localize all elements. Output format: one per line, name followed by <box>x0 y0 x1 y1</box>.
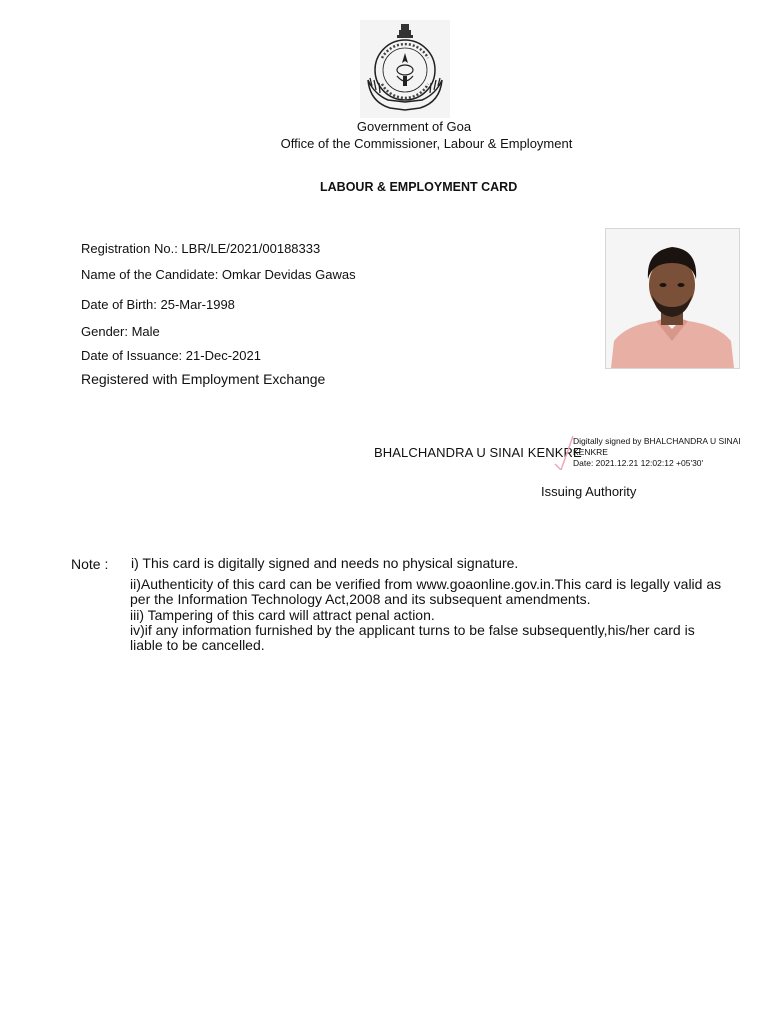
header-office: Office of the Commissioner, Labour & Employment <box>280 136 573 151</box>
signature-check-mark <box>553 434 575 475</box>
digital-signature-date: Date: 2021.12.21 12:02:12 +05'30' <box>573 458 704 468</box>
candidate-photo <box>605 228 740 369</box>
signatory-name: BHALCHANDRA U SINAI KENKRE <box>374 445 582 460</box>
note-item-2: ii)Authenticity of this card can be verified from www.goaonline.gov.in.This card is legally valid as per the Information Technology Act,2008 and its subsequent amendments. <box>130 576 722 608</box>
note-item-1: i) This card is digitally signed and needs no physical signature. <box>131 555 519 571</box>
date-of-birth: Date of Birth: 25-Mar-1998 <box>81 297 235 312</box>
note-list <box>130 577 730 653</box>
note-label: Note : <box>71 556 109 572</box>
note-item-4: iv)if any information furnished by the applicant turns to be false subsequently,his/her card is liable to be cancelled. <box>130 621 695 654</box>
header-government: Government of Goa <box>356 119 472 134</box>
government-emblem <box>360 20 450 118</box>
candidate-name: Name of the Candidate: Omkar Devidas Gawas <box>81 267 356 282</box>
registration-number: Registration No.: LBR/LE/2021/00188333 <box>81 241 321 256</box>
gender: Gender: Male <box>81 324 160 339</box>
digital-signature-line2: KENKRE <box>573 447 608 457</box>
note-item-3: iii) Tampering of this card will attract penal action. <box>130 606 435 623</box>
issuing-authority: Issuing Authority <box>541 484 637 499</box>
digital-signature-info <box>573 436 748 469</box>
document-title: LABOUR & EMPLOYMENT CARD <box>320 180 518 194</box>
date-of-issuance: Date of Issuance: 21-Dec-2021 <box>81 348 261 363</box>
registration-status: Registered with Employment Exchange <box>81 371 326 387</box>
digital-signature-line1: Digitally signed by BHALCHANDRA U SINAI <box>573 436 741 446</box>
